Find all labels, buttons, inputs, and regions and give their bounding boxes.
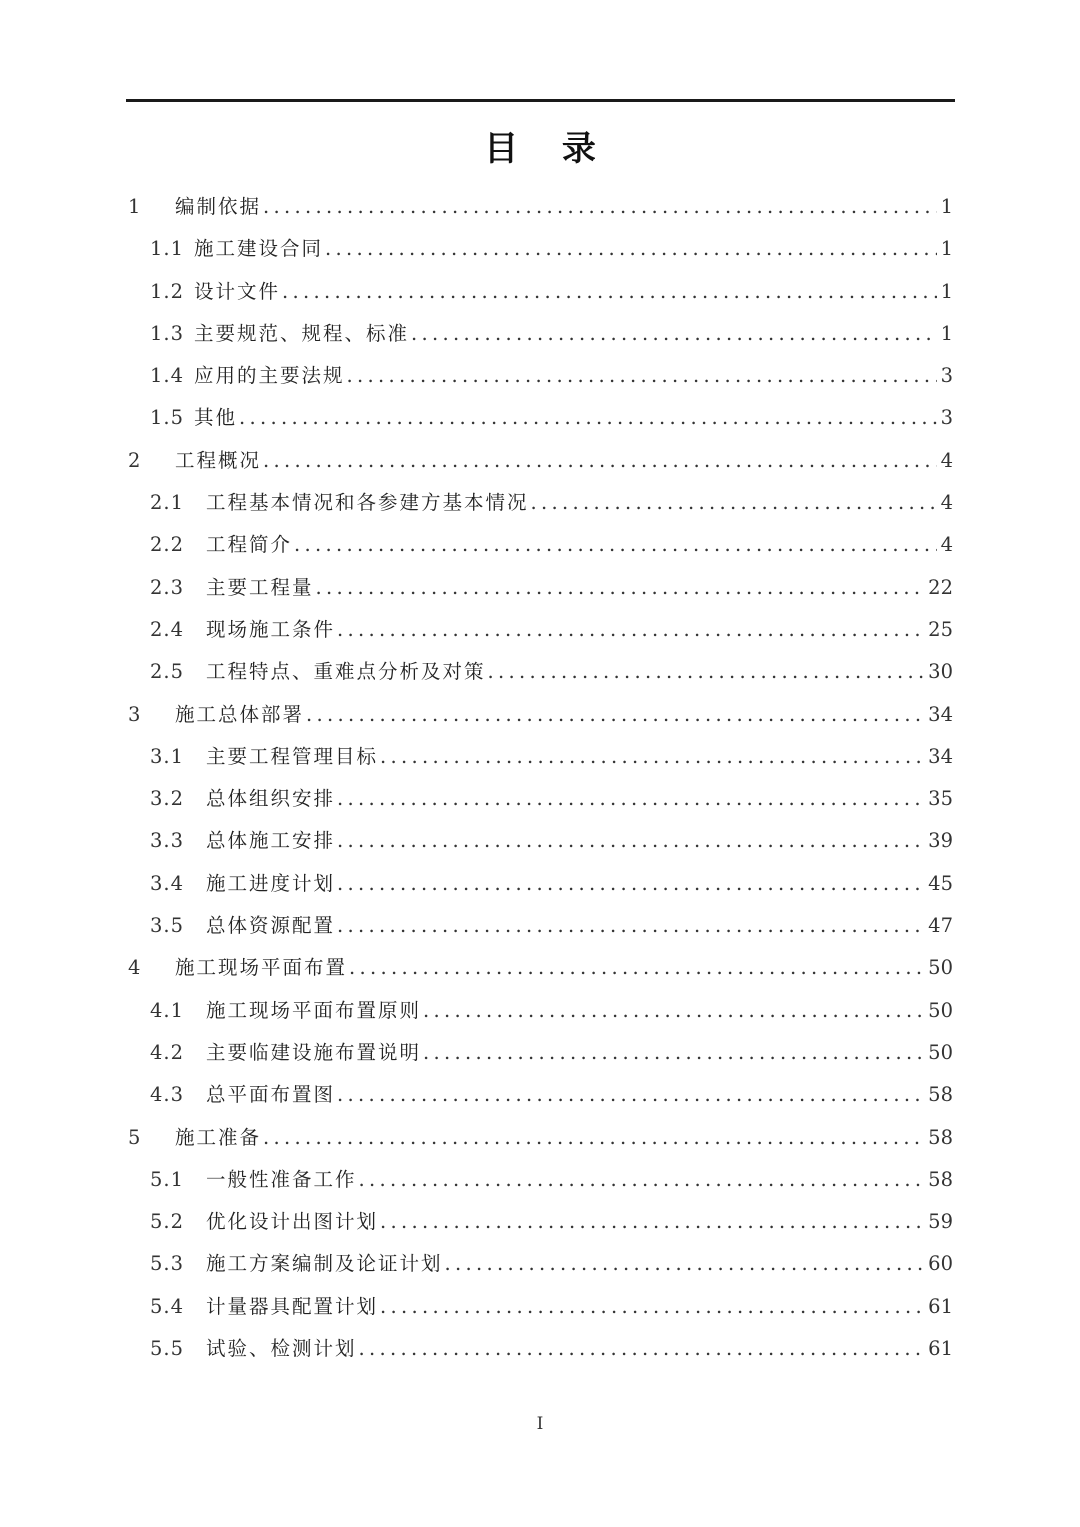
toc-entry-number: 4.3 [150, 1083, 185, 1107]
toc-entry-title: 其他 [194, 406, 238, 430]
toc-entry-number: 5.5 [150, 1337, 185, 1361]
toc-entry-page: 35 [928, 787, 953, 811]
toc-entry-title: 施工现场平面布置原则 [206, 998, 422, 1022]
toc-entry-number: 4 [128, 956, 142, 980]
toc-entry-page: 1 [940, 237, 953, 261]
toc-entry-number: 1.1 [150, 237, 185, 261]
toc-dot-leader [294, 524, 937, 566]
toc-entry-title: 计量器具配置计划 [206, 1294, 379, 1318]
toc-entry-number: 3.3 [150, 829, 185, 853]
toc-dot-leader [411, 313, 937, 355]
toc-dot-leader [306, 694, 926, 736]
toc-dot-leader [380, 1286, 926, 1328]
toc-entry-title: 工程基本情况和各参建方基本情况 [206, 491, 529, 515]
toc-entry-page: 50 [928, 956, 953, 980]
toc-dot-leader [488, 651, 927, 693]
toc-entry-page: 1 [940, 321, 953, 345]
toc-dot-leader [263, 1117, 926, 1159]
toc-entry-number: 1 [128, 195, 142, 218]
toc-entry[interactable] [126, 820, 953, 862]
toc-entry-title: 一般性准备工作 [206, 1167, 357, 1191]
toc-entry-title: 施工方案编制及论证计划 [206, 1252, 443, 1276]
toc-entry-page: 4 [940, 533, 953, 557]
toc-entry-page: 60 [928, 1252, 953, 1276]
toc-entry-number: 5.3 [150, 1252, 185, 1276]
toc-entry-number: 2.4 [150, 617, 185, 641]
toc-entry[interactable] [126, 440, 953, 482]
toc-entry[interactable] [126, 524, 953, 566]
toc-entry-number: 4.2 [150, 1040, 185, 1064]
toc-entry[interactable] [126, 271, 953, 313]
toc-entry-number: 1.5 [150, 406, 185, 430]
header-rule [126, 99, 955, 102]
toc-entry-title: 施工准备 [175, 1125, 262, 1149]
toc-entry[interactable] [126, 863, 953, 905]
toc-entry-title: 总体组织安排 [206, 787, 336, 811]
toc-entry-title: 工程简介 [206, 533, 293, 557]
toc-dot-leader [337, 778, 926, 820]
toc-entry-number: 2.3 [150, 575, 185, 599]
toc-entry-page: 58 [928, 1167, 953, 1191]
toc-dot-leader [359, 1328, 927, 1370]
toc-entry-page: 50 [928, 1040, 953, 1064]
toc-entry-title: 主要工程管理目标 [206, 744, 379, 768]
toc-entry[interactable] [126, 609, 953, 651]
toc-dot-leader [349, 947, 926, 989]
toc-dot-leader [380, 1201, 926, 1243]
toc-dot-leader [337, 905, 926, 947]
toc-entry-title: 工程概况 [175, 448, 262, 472]
toc-dot-leader [337, 1074, 926, 1116]
toc-entry-number: 5.1 [150, 1167, 185, 1191]
toc-entry[interactable] [126, 1032, 953, 1074]
toc-entry-page: 34 [928, 744, 953, 768]
toc-entry-title: 应用的主要法规 [194, 364, 345, 388]
toc-entry[interactable] [126, 1074, 953, 1116]
toc-entry[interactable] [126, 355, 953, 397]
toc-entry-page: 39 [928, 829, 953, 853]
toc-entry-page: 30 [928, 660, 953, 684]
toc-dot-leader [380, 736, 926, 778]
toc-entry-number: 3.1 [150, 744, 185, 768]
toc-dot-leader [359, 1159, 927, 1201]
toc-entry-number: 3.5 [150, 914, 185, 938]
toc-entry-number: 3.4 [150, 871, 185, 895]
toc-entry-title: 施工建设合同 [194, 237, 324, 261]
page-title: 目 录 [484, 129, 612, 169]
toc-dot-leader [282, 271, 937, 313]
toc-entry[interactable] [126, 694, 953, 736]
toc-entry[interactable] [126, 778, 953, 820]
toc-entry-page: 45 [928, 871, 953, 895]
toc-dot-leader [337, 863, 926, 905]
toc-entry[interactable] [126, 313, 953, 355]
toc-entry-page: 4 [940, 448, 953, 472]
toc-entry-page: 22 [928, 575, 953, 599]
toc-entry-page: 3 [940, 364, 953, 388]
toc-entry[interactable] [126, 397, 953, 439]
toc-entry-page: 34 [928, 702, 953, 726]
toc-entry-number: 2.1 [150, 491, 185, 515]
toc-dot-leader [337, 609, 926, 651]
toc-dot-leader [347, 355, 937, 397]
toc-entry-title: 总体施工安排 [206, 829, 336, 853]
toc-entry-title: 施工进度计划 [206, 871, 336, 895]
toc-entry-page: 58 [928, 1083, 953, 1107]
toc-entry-title: 优化设计出图计划 [206, 1210, 379, 1234]
toc-entry-page: 47 [928, 914, 953, 938]
toc-entry-title: 施工现场平面布置 [175, 956, 348, 980]
toc-entry[interactable] [126, 990, 953, 1032]
toc-dot-leader [263, 440, 937, 482]
toc-dot-leader [337, 820, 926, 862]
toc-entry-title: 设计文件 [194, 279, 281, 303]
toc-entry-page: 1 [940, 195, 953, 218]
toc-entry-title: 现场施工条件 [206, 617, 336, 641]
table-of-contents [126, 186, 953, 1370]
toc-entry-title: 试验、检测计划 [206, 1337, 357, 1361]
toc-entry[interactable] [126, 186, 953, 228]
toc-entry[interactable] [126, 1328, 953, 1370]
toc-entry-page: 61 [928, 1294, 953, 1318]
toc-entry[interactable] [126, 1286, 953, 1328]
toc-entry-number: 5 [128, 1125, 142, 1149]
toc-entry-title: 主要规范、规程、标准 [194, 321, 410, 345]
toc-entry[interactable] [126, 736, 953, 778]
toc-dot-leader [325, 228, 937, 270]
toc-entry-number: 3 [128, 702, 142, 726]
toc-entry-page: 3 [940, 406, 953, 430]
toc-entry-number: 1.4 [150, 364, 185, 388]
toc-entry-title: 编制依据 [175, 195, 262, 218]
toc-dot-leader [239, 397, 937, 439]
toc-entry[interactable] [126, 947, 953, 989]
toc-entry[interactable] [126, 1201, 953, 1243]
toc-entry-number: 2 [128, 448, 142, 472]
toc-entry[interactable] [126, 228, 953, 270]
toc-entry[interactable] [126, 1117, 953, 1159]
toc-entry[interactable] [126, 1159, 953, 1201]
toc-dot-leader [423, 1032, 926, 1074]
toc-entry-number: 5.2 [150, 1210, 185, 1234]
toc-entry-title: 总体资源配置 [206, 914, 336, 938]
toc-entry-number: 2.2 [150, 533, 185, 557]
toc-entry-title: 主要临建设施布置说明 [206, 1040, 422, 1064]
toc-dot-leader [423, 990, 926, 1032]
toc-entry-title: 工程特点、重难点分析及对策 [206, 660, 486, 684]
toc-dot-leader [445, 1243, 927, 1285]
toc-entry-number: 2.5 [150, 660, 185, 684]
toc-entry[interactable] [126, 905, 953, 947]
toc-entry[interactable] [126, 651, 953, 693]
toc-entry[interactable] [126, 567, 953, 609]
toc-entry-page: 4 [940, 491, 953, 515]
toc-entry-title: 主要工程量 [206, 575, 314, 599]
toc-entry-title: 施工总体部署 [175, 702, 305, 726]
toc-entry-number: 1.2 [150, 279, 185, 303]
toc-entry-page: 59 [928, 1210, 953, 1234]
toc-entry-page: 61 [928, 1337, 953, 1361]
toc-entry-number: 1.3 [150, 321, 185, 345]
toc-entry-page: 25 [928, 617, 953, 641]
toc-dot-leader [531, 482, 937, 524]
toc-dot-leader [316, 567, 927, 609]
toc-entry-page: 1 [940, 279, 953, 303]
toc-entry[interactable] [126, 482, 953, 524]
toc-entry-number: 4.1 [150, 998, 185, 1022]
toc-entry-title: 总平面布置图 [206, 1083, 336, 1107]
page-footer-number: I [536, 1414, 544, 1434]
toc-entry-page: 50 [928, 998, 953, 1022]
toc-dot-leader [263, 186, 937, 228]
toc-entry[interactable] [126, 1243, 953, 1285]
toc-entry-page: 58 [928, 1125, 953, 1149]
toc-entry-number: 3.2 [150, 787, 185, 811]
toc-entry-number: 5.4 [150, 1294, 185, 1318]
